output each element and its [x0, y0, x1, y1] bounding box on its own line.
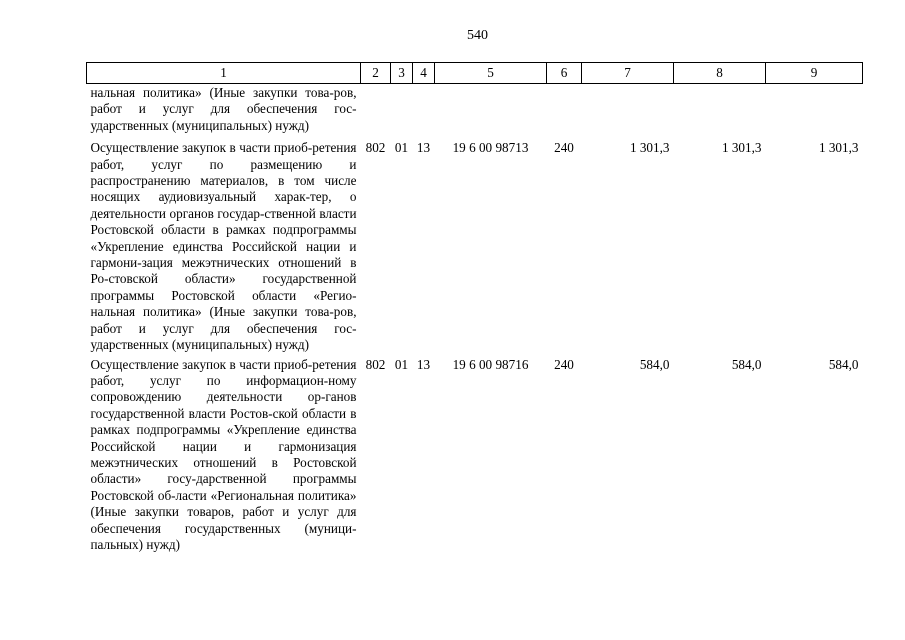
row-ved	[361, 84, 391, 138]
row-description: Осуществление закупок в части приоб-ретения работ, услуг по размещению и распространению материалов, в том числе носящих аудиовизуальный харак-тер, о деятельности органов государ-ственной власти Ростовской области в рамках подпрограммы «Укрепление единства Российской нации и гармони-зация межэтнических отношений в Ро-стовской области» государственной программы Ростовской области «Регио-нальная политика» (Иные закупки това-ров, работ и услуг для обеспечения гос-ударственных (муниципальных) нужд)	[90, 140, 357, 353]
header-col-2: 2	[361, 63, 391, 84]
table-row	[87, 84, 863, 138]
row-rz: 01	[394, 140, 409, 156]
header-col-9: 9	[766, 63, 863, 84]
header-col-5: 5	[435, 63, 547, 84]
row-ved: 802	[365, 356, 386, 372]
row-csr: 19 6 00 98716	[452, 356, 529, 372]
table-row	[87, 354, 863, 554]
row-csr: 19 6 00 98713	[452, 140, 529, 156]
row-pr: 13	[416, 140, 431, 156]
header-col-7: 7	[582, 63, 674, 84]
row-description: нальная политика» (Иные закупки това-ров, работ и услуг для обеспечения гос-ударственных (муниципальных) нужд)	[90, 85, 357, 133]
row-value-9	[766, 84, 863, 138]
row-description: Осуществление закупок в части приоб-ретения работ, услуг по информацион-ному сопровождению деятельности ор-ганов государственной власти Ростов-ской области в рамках подпрограммы «Укрепление единства Российской нации и гармонизация межэтнических отношений в Ростовской области» госу-дарственной программы Ростовской об-ласти «Региональная политика» (Иные закупки товаров, работ и услуг для обеспечения государственных (муници-пальных) нужд)	[90, 356, 357, 552]
header-col-3: 3	[391, 63, 413, 84]
row-ved: 802	[365, 140, 386, 156]
row-pr: 13	[416, 356, 431, 372]
row-vr: 240	[554, 140, 574, 156]
row-value-8: 584,0	[731, 356, 762, 372]
row-vr	[547, 84, 582, 138]
row-csr	[435, 84, 547, 138]
row-value-8: 1 301,3	[721, 140, 762, 156]
budget-table	[86, 62, 863, 553]
page-number: 540	[467, 28, 488, 43]
header-col-6: 6	[547, 63, 582, 84]
row-value-7	[582, 84, 674, 138]
row-value-7: 584,0	[639, 356, 670, 372]
row-value-9: 1 301,3	[818, 140, 859, 156]
table-row	[87, 137, 863, 353]
row-value-7: 1 301,3	[629, 140, 670, 156]
row-value-9: 584,0	[828, 356, 859, 372]
header-row	[87, 63, 863, 84]
row-pr	[413, 84, 435, 138]
row-rz	[391, 84, 413, 138]
row-rz: 01	[394, 356, 409, 372]
header-col-8: 8	[674, 63, 766, 84]
row-value-8	[674, 84, 766, 138]
row-vr: 240	[554, 356, 574, 372]
header-col-1: 1	[87, 63, 361, 84]
header-col-4: 4	[413, 63, 435, 84]
